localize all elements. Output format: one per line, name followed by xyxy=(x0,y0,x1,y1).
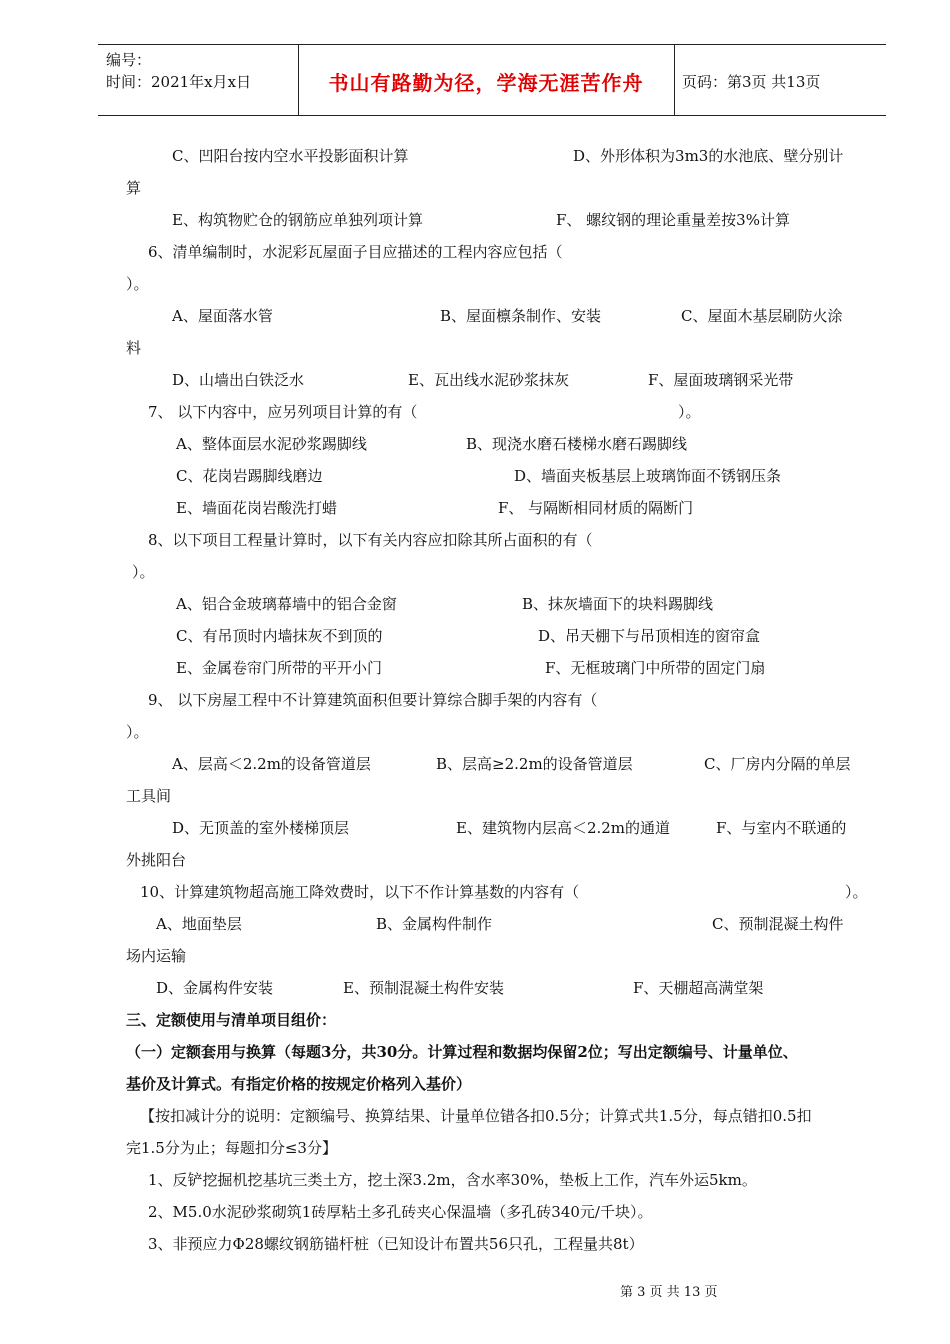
text-line: C、凹阳台按内空水平投影面积计算 xyxy=(172,147,409,165)
text-line: D、金属构件安装 xyxy=(156,979,274,997)
header-page-info: 页码：第3页 共13页 xyxy=(682,73,821,91)
document-number-label: 编号： xyxy=(106,51,152,69)
text-line: 基价及计算式。有指定价格的按规定价格列入基价） xyxy=(126,1075,472,1093)
text-line: 2、M5.0水泥砂浆砌筑1砖厚粘土多孔砖夹心保温墙（多孔砖340元/千块）。 xyxy=(148,1203,653,1221)
text-line: 【按扣减计分的说明：定额编号、换算结果、计量单位错各扣0.5分；计算式共1.5分，每点错扣0.5扣 xyxy=(140,1107,812,1125)
text-line: C、预制混凝土构件 xyxy=(712,915,844,933)
header-divider xyxy=(298,45,299,115)
text-line: ）。 xyxy=(132,563,155,581)
text-line: C、有吊顶时内墙抹灰不到顶的 xyxy=(176,627,383,645)
text-line: （一）定额套用与换算（每题3分，共30分。计算过程和数据均保留2位；写出定额编号、计量单位、 xyxy=(126,1043,798,1061)
text-line: 9、 以下房屋工程中不计算建筑面积但要计算综合脚手架的内容有（ xyxy=(148,691,598,709)
text-line: D、墙面夹板基层上玻璃饰面不锈钢压条 xyxy=(514,467,782,485)
text-line: C、厂房内分隔的单层 xyxy=(704,755,851,773)
text-line: B、抹灰墙面下的块料踢脚线 xyxy=(522,595,714,613)
text-line: ）。 xyxy=(126,275,149,293)
text-line: 料 xyxy=(126,339,142,357)
text-line: 7、 以下内容中，应另列项目计算的有（ xyxy=(148,403,418,421)
header-left xyxy=(106,49,251,93)
text-line: ）。 xyxy=(678,403,701,421)
text-line: F、 与隔断相同材质的隔断门 xyxy=(498,499,694,517)
text-line: 工具间 xyxy=(126,787,172,805)
text-line: C、花岗岩踢脚线磨边 xyxy=(176,467,323,485)
text-line: E、建筑物内层高＜2.2m的通道 xyxy=(456,819,671,837)
text-line: F、屋面玻璃钢采光带 xyxy=(648,371,794,389)
text-line: 场内运输 xyxy=(126,947,187,965)
text-line: 外挑阳台 xyxy=(126,851,187,869)
text-line: ）。 xyxy=(126,723,149,741)
text-line: 3、非预应力Φ28螺纹钢筋锚杆桩（已知设计布置共56只孔，工程量共8t） xyxy=(148,1235,644,1253)
text-line: ）。 xyxy=(845,883,868,901)
text-line: F、天棚超高满堂架 xyxy=(633,979,764,997)
text-line: E、预制混凝土构件安装 xyxy=(343,979,504,997)
text-line: F、与室内不联通的 xyxy=(716,819,847,837)
text-line: B、屋面檩条制作、安装 xyxy=(440,307,602,325)
text-line: 算 xyxy=(126,179,142,197)
text-line: A、整体面层水泥砂浆踢脚线 xyxy=(176,435,367,453)
text-line: 8、以下项目工程量计算时，以下有关内容应扣除其所占面积的有（ xyxy=(148,531,593,549)
header-divider xyxy=(674,45,675,115)
text-line: E、金属卷帘门所带的平开小门 xyxy=(176,659,382,677)
text-line: D、山墙出白铁泛水 xyxy=(172,371,305,389)
text-line: E、瓦出线水泥砂浆抹灰 xyxy=(408,371,569,389)
page-header xyxy=(98,44,886,116)
text-line: B、现浇水磨石楼梯水磨石踢脚线 xyxy=(466,435,688,453)
text-line: D、无顶盖的室外楼梯顶层 xyxy=(172,819,350,837)
text-line: D、外形体积为3m3的水池底、壁分别计 xyxy=(573,147,844,165)
text-line: 三、定额使用与清单项目组价： xyxy=(126,1011,337,1029)
text-line: B、金属构件制作 xyxy=(376,915,493,933)
document-time: 时间：2021年x月x日 xyxy=(106,73,252,91)
text-line: 10、计算建筑物超高施工降效费时，以下不作计算基数的内容有（ xyxy=(140,883,580,901)
text-line: A、地面垫层 xyxy=(156,915,242,933)
text-line: F、 螺纹钢的理论重量差按3%计算 xyxy=(556,211,790,229)
text-line: 1、反铲挖掘机挖基坑三类土方，挖土深3.2m，含水率30%，垫板上工作，汽车外运5km。 xyxy=(148,1171,757,1189)
text-line: D、吊天棚下与吊顶相连的窗帘盒 xyxy=(538,627,761,645)
text-line: F、无框玻璃门中所带的固定门扇 xyxy=(545,659,766,677)
text-line: 6、清单编制时，水泥彩瓦屋面子目应描述的工程内容应包括（ xyxy=(148,243,563,261)
text-line: 完1.5分为止；每题扣分≤3分】 xyxy=(126,1139,337,1157)
text-line: E、构筑物贮仓的钢筋应单独列项计算 xyxy=(172,211,423,229)
text-line: A、层高＜2.2m的设备管道层 xyxy=(172,755,371,773)
text-line: E、墙面花岗岩酸洗打蜡 xyxy=(176,499,337,517)
text-line: B、层高≥2.2m的设备管道层 xyxy=(436,755,633,773)
page-footer: 第 3 页 共 13 页 xyxy=(620,1285,718,1300)
text-line: A、屋面落水管 xyxy=(172,307,273,325)
header-motto: 书山有路勤为径，学海无涯苦作舟 xyxy=(328,71,644,95)
text-line: C、屋面木基层刷防火涂 xyxy=(681,307,843,325)
text-line: A、铝合金玻璃幕墙中的铝合金窗 xyxy=(176,595,397,613)
